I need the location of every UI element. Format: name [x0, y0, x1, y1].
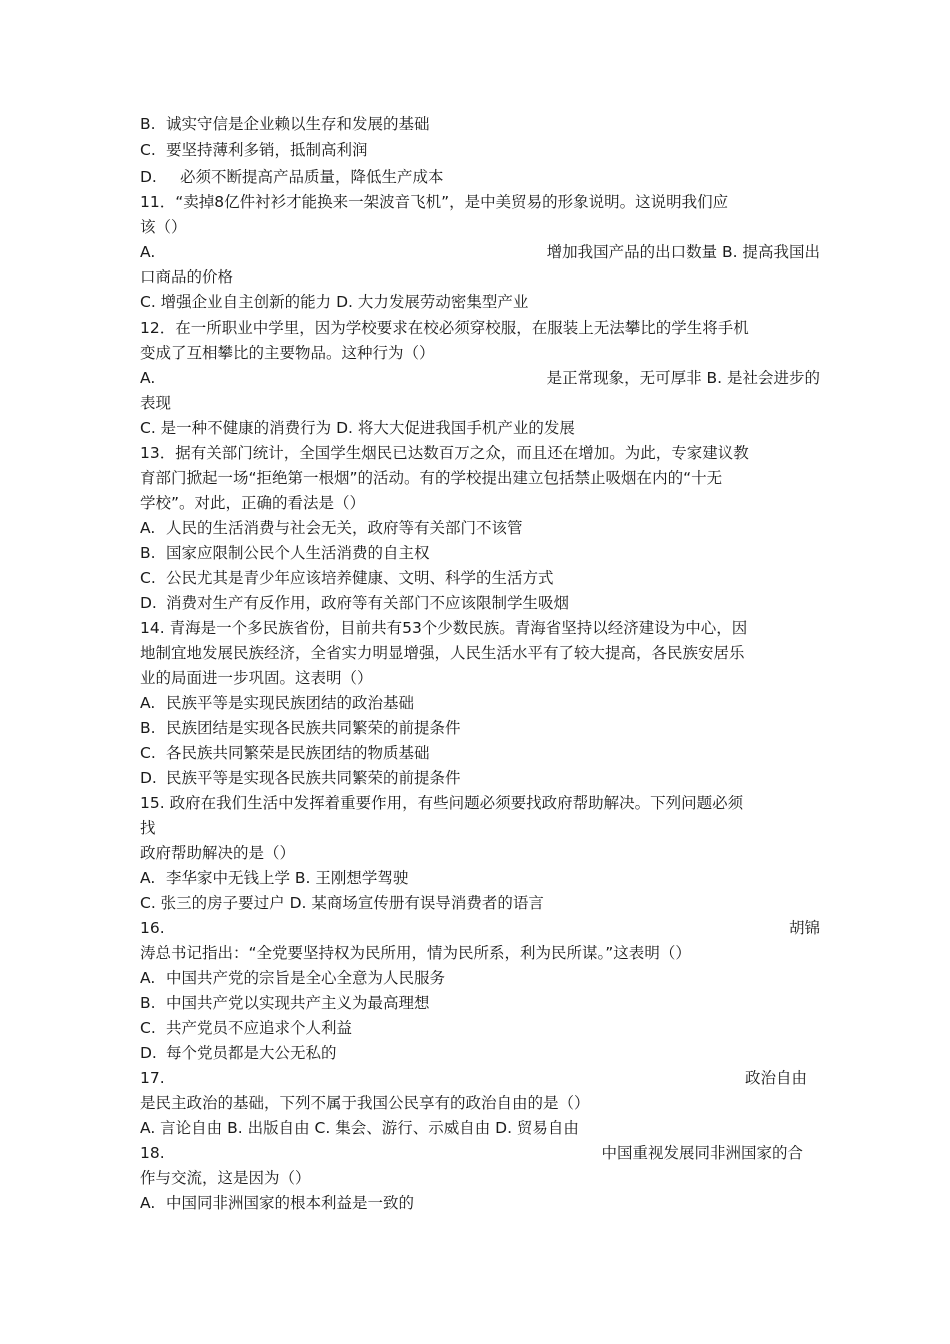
question-line — [140, 916, 820, 941]
question-number: 16. — [140, 919, 165, 937]
option-line — [140, 966, 820, 991]
question-line: 是民主政治的基础，下列不属于我国公民享有的政治自由的是（） — [140, 1094, 590, 1112]
option-label: B. — [140, 544, 156, 562]
option-line — [140, 138, 820, 163]
option-text: 民族平等是实现各民族共同繁荣的前提条件 — [166, 769, 461, 787]
option-text: 中国共产党以实现共产主义为最高理想 — [166, 994, 430, 1012]
option-line: C. 是一种不健康的消费行为 D. 将大大促进我国手机产业的发展 — [140, 419, 575, 437]
option-line — [140, 1041, 820, 1066]
question-line: 该（） — [140, 218, 187, 236]
option-text: 消费对生产有反作用，政府等有关部门不应该限制学生吸烟 — [166, 594, 570, 612]
option-line — [140, 766, 820, 791]
option-line: 口商品的价格 — [140, 268, 234, 286]
question-line — [140, 1066, 807, 1091]
question-line: 政府帮助解决的是（） — [140, 844, 296, 862]
option-line — [140, 741, 820, 766]
option-text: 李华家中无钱上学 B. 王刚想学驾驶 — [166, 869, 409, 887]
option-text: 国家应限制公民个人生活消费的自主权 — [166, 544, 430, 562]
question-line: 学校”。对此，正确的看法是（） — [140, 494, 366, 512]
option-text: 公民尤其是青少年应该培养健康、文明、科学的生活方式 — [166, 569, 554, 587]
option-text: 要坚持薄利多销，抵制高利润 — [166, 141, 368, 159]
option-line — [140, 1016, 820, 1041]
option-text: 是正常现象，无可厚非 B. 是社会进步的 — [546, 369, 820, 387]
option-label: B. — [140, 115, 156, 133]
option-label: D. — [140, 168, 157, 186]
question-line: 涛总书记指出：“全党要坚持权为民所用，情为民所系，利为民所谋。”这表明（） — [140, 944, 691, 962]
question-text: 胡锦 — [788, 919, 820, 937]
option-text: 诚实守信是企业赖以生存和发展的基础 — [166, 115, 430, 133]
option-line: C. 张三的房子要过户 D. 某商场宣传册有误导消费者的语言 — [140, 894, 544, 912]
question-line: 地制宜地发展民族经济，全省实力明显增强，人民生活水平有了较大提高，各民族安居乐 — [140, 644, 745, 662]
option-line — [140, 541, 820, 566]
option-label: C. — [140, 1019, 156, 1037]
question-number: 17. — [140, 1069, 165, 1087]
option-label: A. — [140, 369, 156, 387]
option-line — [140, 366, 820, 391]
option-text: 民族平等是实现民族团结的政治基础 — [166, 694, 415, 712]
option-label: B. — [140, 994, 156, 1012]
option-text: 必须不断提高产品质量，降低生产成本 — [180, 168, 444, 186]
option-line — [140, 691, 820, 716]
question-line: 14. 青海是一个多民族省份，目前共有53个少数民族。青海省坚持以经济建设为中心，因 — [140, 619, 748, 637]
option-line — [140, 112, 820, 137]
option-label: A. — [140, 519, 156, 537]
option-label: C. — [140, 744, 156, 762]
question-line: 15. 政府在我们生活中发挥着重要作用，有些问题必须要找政府帮助解决。下列问题必须 — [140, 794, 744, 812]
option-line: A. 言论自由 B. 出版自由 C. 集会、游行、示威自由 D. 贸易自由 — [140, 1119, 579, 1137]
question-line: 育部门掀起一场“拒绝第一根烟”的活动。有的学校提出建立包括禁止吸烟在内的“十无 — [140, 469, 723, 487]
question-line: 作与交流，这是因为（） — [140, 1169, 311, 1187]
option-line: C. 增强企业自主创新的能力 D. 大力发展劳动密集型产业 — [140, 293, 529, 311]
option-line — [140, 516, 820, 541]
option-label: D. — [140, 769, 157, 787]
question-line: 业的局面进一步巩固。这表明（） — [140, 669, 373, 687]
option-label: A. — [140, 694, 156, 712]
option-text: 民族团结是实现各民族共同繁荣的前提条件 — [166, 719, 461, 737]
option-line — [140, 991, 820, 1016]
option-text: 中国同非洲国家的根本利益是一致的 — [166, 1194, 415, 1212]
option-label: A. — [140, 243, 156, 261]
option-text: 增加我国产品的出口数量 B. 提高我国出 — [546, 243, 820, 261]
option-text: 共产党员不应追求个人利益 — [166, 1019, 353, 1037]
question-line: 13．据有关部门统计，全国学生烟民已达数百万之众，而且还在增加。为此，专家建议教 — [140, 444, 749, 462]
option-line — [140, 866, 820, 891]
option-line — [140, 165, 820, 190]
option-label: B. — [140, 719, 156, 737]
option-label: A. — [140, 969, 156, 987]
option-label: A. — [140, 1194, 156, 1212]
option-line — [140, 1191, 820, 1216]
option-line: 表现 — [140, 394, 172, 412]
option-label: C. — [140, 141, 156, 159]
option-line — [140, 240, 820, 265]
option-line — [140, 716, 820, 741]
option-label: D. — [140, 594, 157, 612]
option-text: 每个党员都是大公无私的 — [166, 1044, 337, 1062]
question-text: 中国重视发展同非洲国家的合 — [601, 1144, 803, 1162]
question-line: 11．“卖掉8亿件衬衫才能换来一架波音飞机”，是中美贸易的形象说明。这说明我们应 — [140, 193, 729, 211]
option-text: 人民的生活消费与社会无关，政府等有关部门不该管 — [166, 519, 523, 537]
question-number: 18. — [140, 1144, 165, 1162]
option-label: A. — [140, 869, 156, 887]
question-line: 找 — [140, 819, 156, 837]
option-line — [140, 591, 820, 616]
option-text: 各民族共同繁荣是民族团结的物质基础 — [166, 744, 430, 762]
option-line — [140, 566, 820, 591]
question-text: 政治自由 — [744, 1069, 807, 1087]
option-text: 中国共产党的宗旨是全心全意为人民服务 — [166, 969, 446, 987]
question-line: 12．在一所职业中学里，因为学校要求在校必须穿校服，在服装上无法攀比的学生将手机 — [140, 319, 749, 337]
question-line: 变成了互相攀比的主要物品。这种行为（） — [140, 344, 435, 362]
option-label: C. — [140, 569, 156, 587]
option-label: D. — [140, 1044, 157, 1062]
question-line — [140, 1141, 803, 1166]
